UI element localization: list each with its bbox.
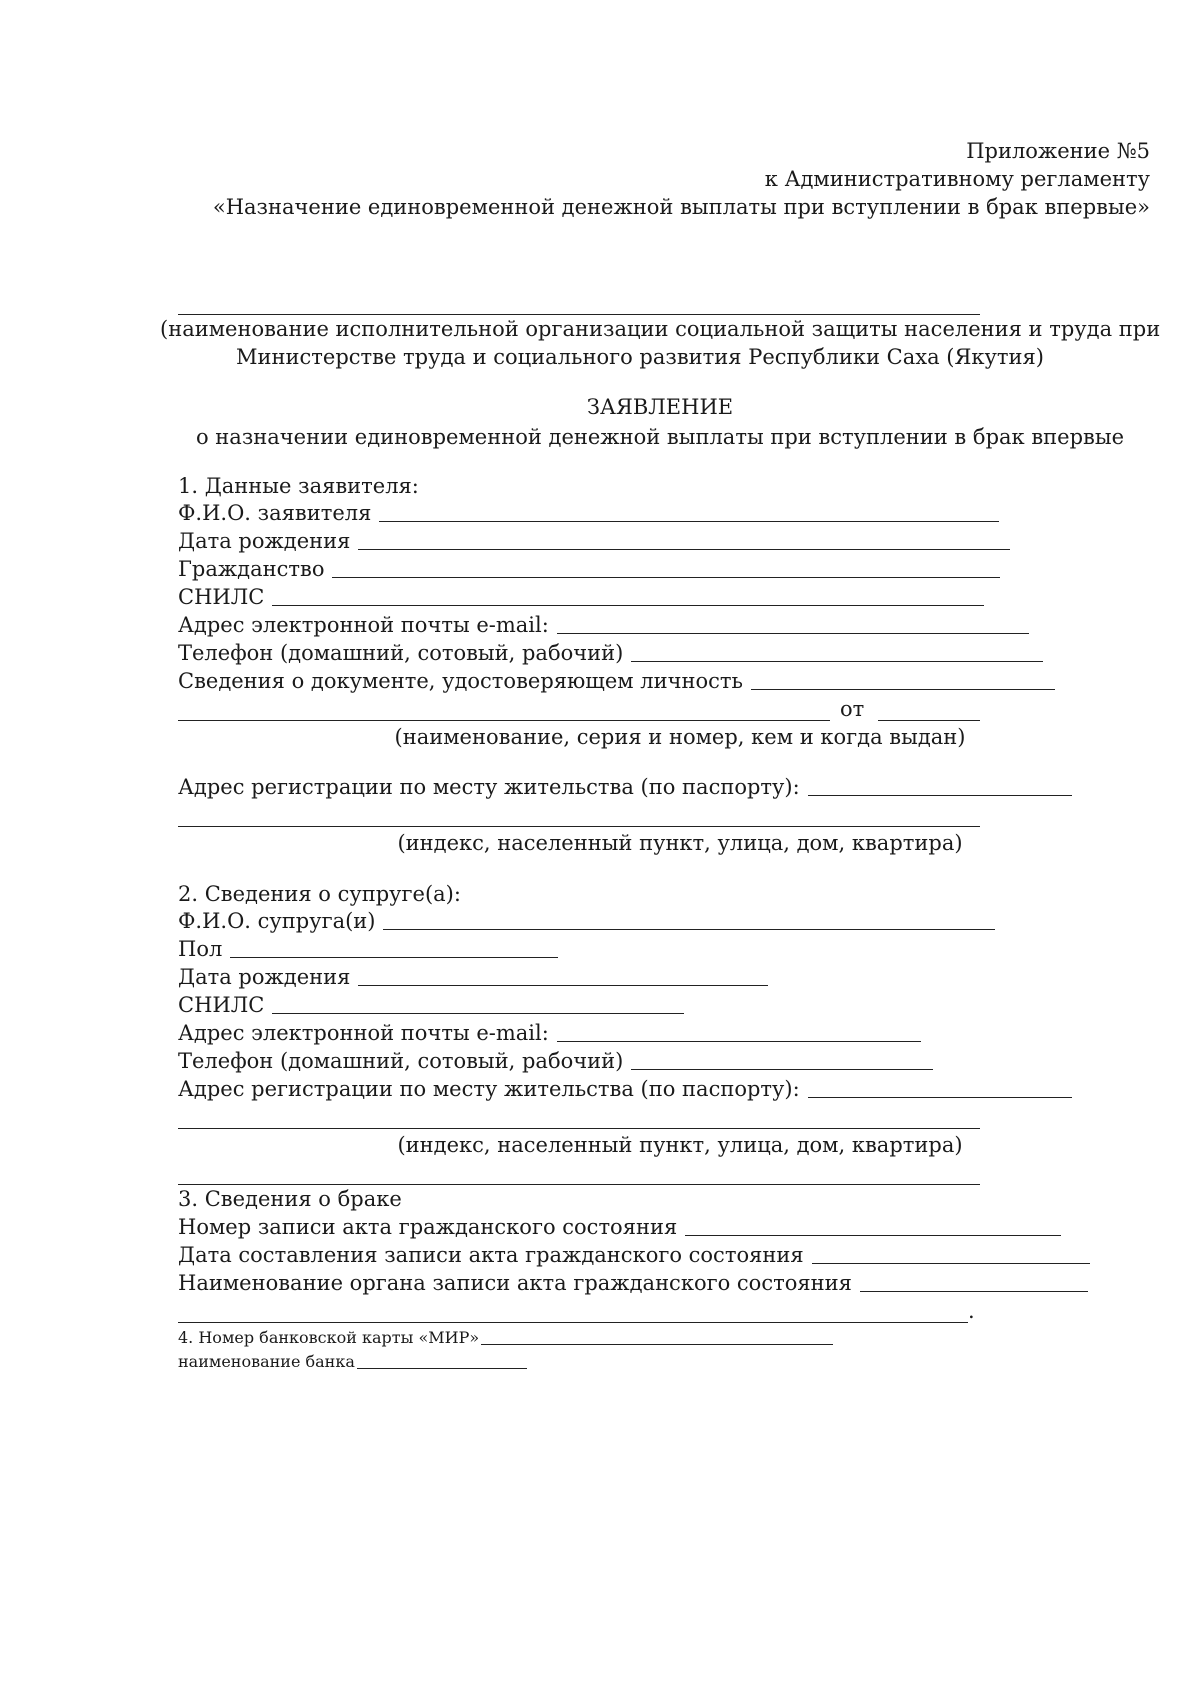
section1-heading: 1. Данные заявителя: [178, 474, 419, 498]
spouse-address-field-2[interactable] [178, 1128, 980, 1129]
organization-caption-2: Министерстве труда и социального развития Республики Саха (Якутия) [236, 345, 1044, 369]
sentence-period: . [968, 1299, 975, 1323]
spouse-snils-row [178, 992, 684, 1018]
spouse-extra-field[interactable] [178, 1184, 980, 1185]
bank-card-field[interactable] [481, 1344, 833, 1345]
applicant-doc-field[interactable] [751, 689, 1055, 690]
spouse-snils-label: СНИЛС [178, 993, 265, 1017]
marriage-record-date-field[interactable] [812, 1263, 1090, 1264]
marriage-record-number-row [178, 1214, 1061, 1240]
bank-name-row [178, 1352, 527, 1372]
regulation-reference: к Административному регламенту [764, 167, 1150, 191]
applicant-snils-row [178, 584, 984, 610]
spouse-birth-row [178, 964, 768, 990]
spouse-phone-label: Телефон (домашний, сотовый, рабочий) [178, 1049, 624, 1073]
applicant-phone-field[interactable] [631, 661, 1043, 662]
organization-caption-1: (наименование исполнительной организации социальной защиты населения и труда при [160, 317, 1161, 341]
spouse-address-label: Адрес регистрации по месту жительства (по паспорту): [178, 1077, 800, 1101]
bank-name-field[interactable] [357, 1368, 527, 1369]
doc-issue-date-from-label: от [840, 697, 865, 721]
regulation-title: «Назначение единовременной денежной выплаты при вступлении в брак впервые» [212, 195, 1150, 219]
spouse-birth-field[interactable] [358, 985, 768, 986]
marriage-record-org-field[interactable] [860, 1291, 1088, 1292]
marriage-record-date-label: Дата составления записи акта гражданского состояния [178, 1243, 804, 1267]
bank-card-label: 4. Номер банковской карты «МИР» [178, 1328, 480, 1347]
applicant-phone-row [178, 640, 1043, 666]
section2-heading: 2. Сведения о супруге(а): [178, 882, 461, 906]
applicant-phone-label: Телефон (домашний, сотовый, рабочий) [178, 641, 624, 665]
spouse-fio-label: Ф.И.О. супруга(и) [178, 909, 376, 933]
marriage-record-number-label: Номер записи акта гражданского состояния [178, 1215, 678, 1239]
spouse-gender-field[interactable] [230, 957, 558, 958]
organization-name-line[interactable] [178, 314, 980, 315]
applicant-fio-field[interactable] [379, 521, 999, 522]
doc-caption: (наименование, серия и номер, кем и когда выдан) [394, 725, 966, 749]
document-subtitle: о назначении единовременной денежной выплаты при вступлении в брак впервые [195, 425, 1124, 449]
spouse-phone-row [178, 1048, 933, 1074]
document-title: ЗАЯВЛЕНИЕ [586, 395, 734, 419]
spouse-email-label: Адрес электронной почты e-mail: [178, 1021, 549, 1045]
spouse-birth-label: Дата рождения [178, 965, 351, 989]
applicant-doc-label: Сведения о документе, удостоверяющем личность [178, 669, 743, 693]
bank-card-row [178, 1328, 833, 1348]
applicant-snils-label: СНИЛС [178, 585, 265, 609]
spouse-phone-field[interactable] [631, 1069, 933, 1070]
applicant-address-label: Адрес регистрации по месту жительства (по паспорту): [178, 775, 800, 799]
applicant-citizenship-label: Гражданство [178, 557, 325, 581]
applicant-citizenship-row [178, 556, 1000, 582]
applicant-doc-row [178, 668, 1055, 694]
applicant-fio-row [178, 500, 999, 526]
bank-name-label: наименование банка [178, 1352, 355, 1371]
spouse-address-row [178, 1076, 1072, 1102]
marriage-record-date-row [178, 1242, 1090, 1268]
spouse-gender-row [178, 936, 558, 962]
appendix-number: Приложение №5 [966, 139, 1150, 163]
applicant-address-caption: (индекс, населенный пункт, улица, дом, квартира) [397, 831, 963, 855]
spouse-address-field[interactable] [808, 1097, 1072, 1098]
applicant-birth-field[interactable] [358, 549, 1010, 550]
marriage-record-org-label: Наименование органа записи акта гражданского состояния [178, 1271, 852, 1295]
applicant-address-field-2[interactable] [178, 826, 980, 827]
spouse-fio-row [178, 908, 995, 934]
spouse-fio-field[interactable] [383, 929, 995, 930]
applicant-snils-field[interactable] [272, 605, 984, 606]
applicant-email-field[interactable] [557, 633, 1029, 634]
marriage-record-org-row [178, 1270, 1088, 1296]
spouse-snils-field[interactable] [272, 1013, 684, 1014]
applicant-birth-label: Дата рождения [178, 529, 351, 553]
spouse-address-caption: (индекс, населенный пункт, улица, дом, квартира) [397, 1133, 963, 1157]
applicant-email-row [178, 612, 1029, 638]
spouse-gender-label: Пол [178, 937, 223, 961]
applicant-birth-row [178, 528, 1010, 554]
applicant-address-field[interactable] [808, 795, 1072, 796]
applicant-email-label: Адрес электронной почты e-mail: [178, 613, 549, 637]
applicant-citizenship-field[interactable] [332, 577, 1000, 578]
applicant-address-row [178, 774, 1072, 800]
marriage-record-org-field-2[interactable] [178, 1322, 968, 1323]
marriage-record-number-field[interactable] [685, 1235, 1061, 1236]
section3-heading: 3. Сведения о браке [178, 1187, 402, 1211]
applicant-doc-details-field[interactable] [178, 720, 830, 721]
applicant-fio-label: Ф.И.О. заявителя [178, 501, 372, 525]
doc-issue-date-field[interactable] [878, 720, 980, 721]
spouse-email-field[interactable] [557, 1041, 921, 1042]
spouse-email-row [178, 1020, 921, 1046]
